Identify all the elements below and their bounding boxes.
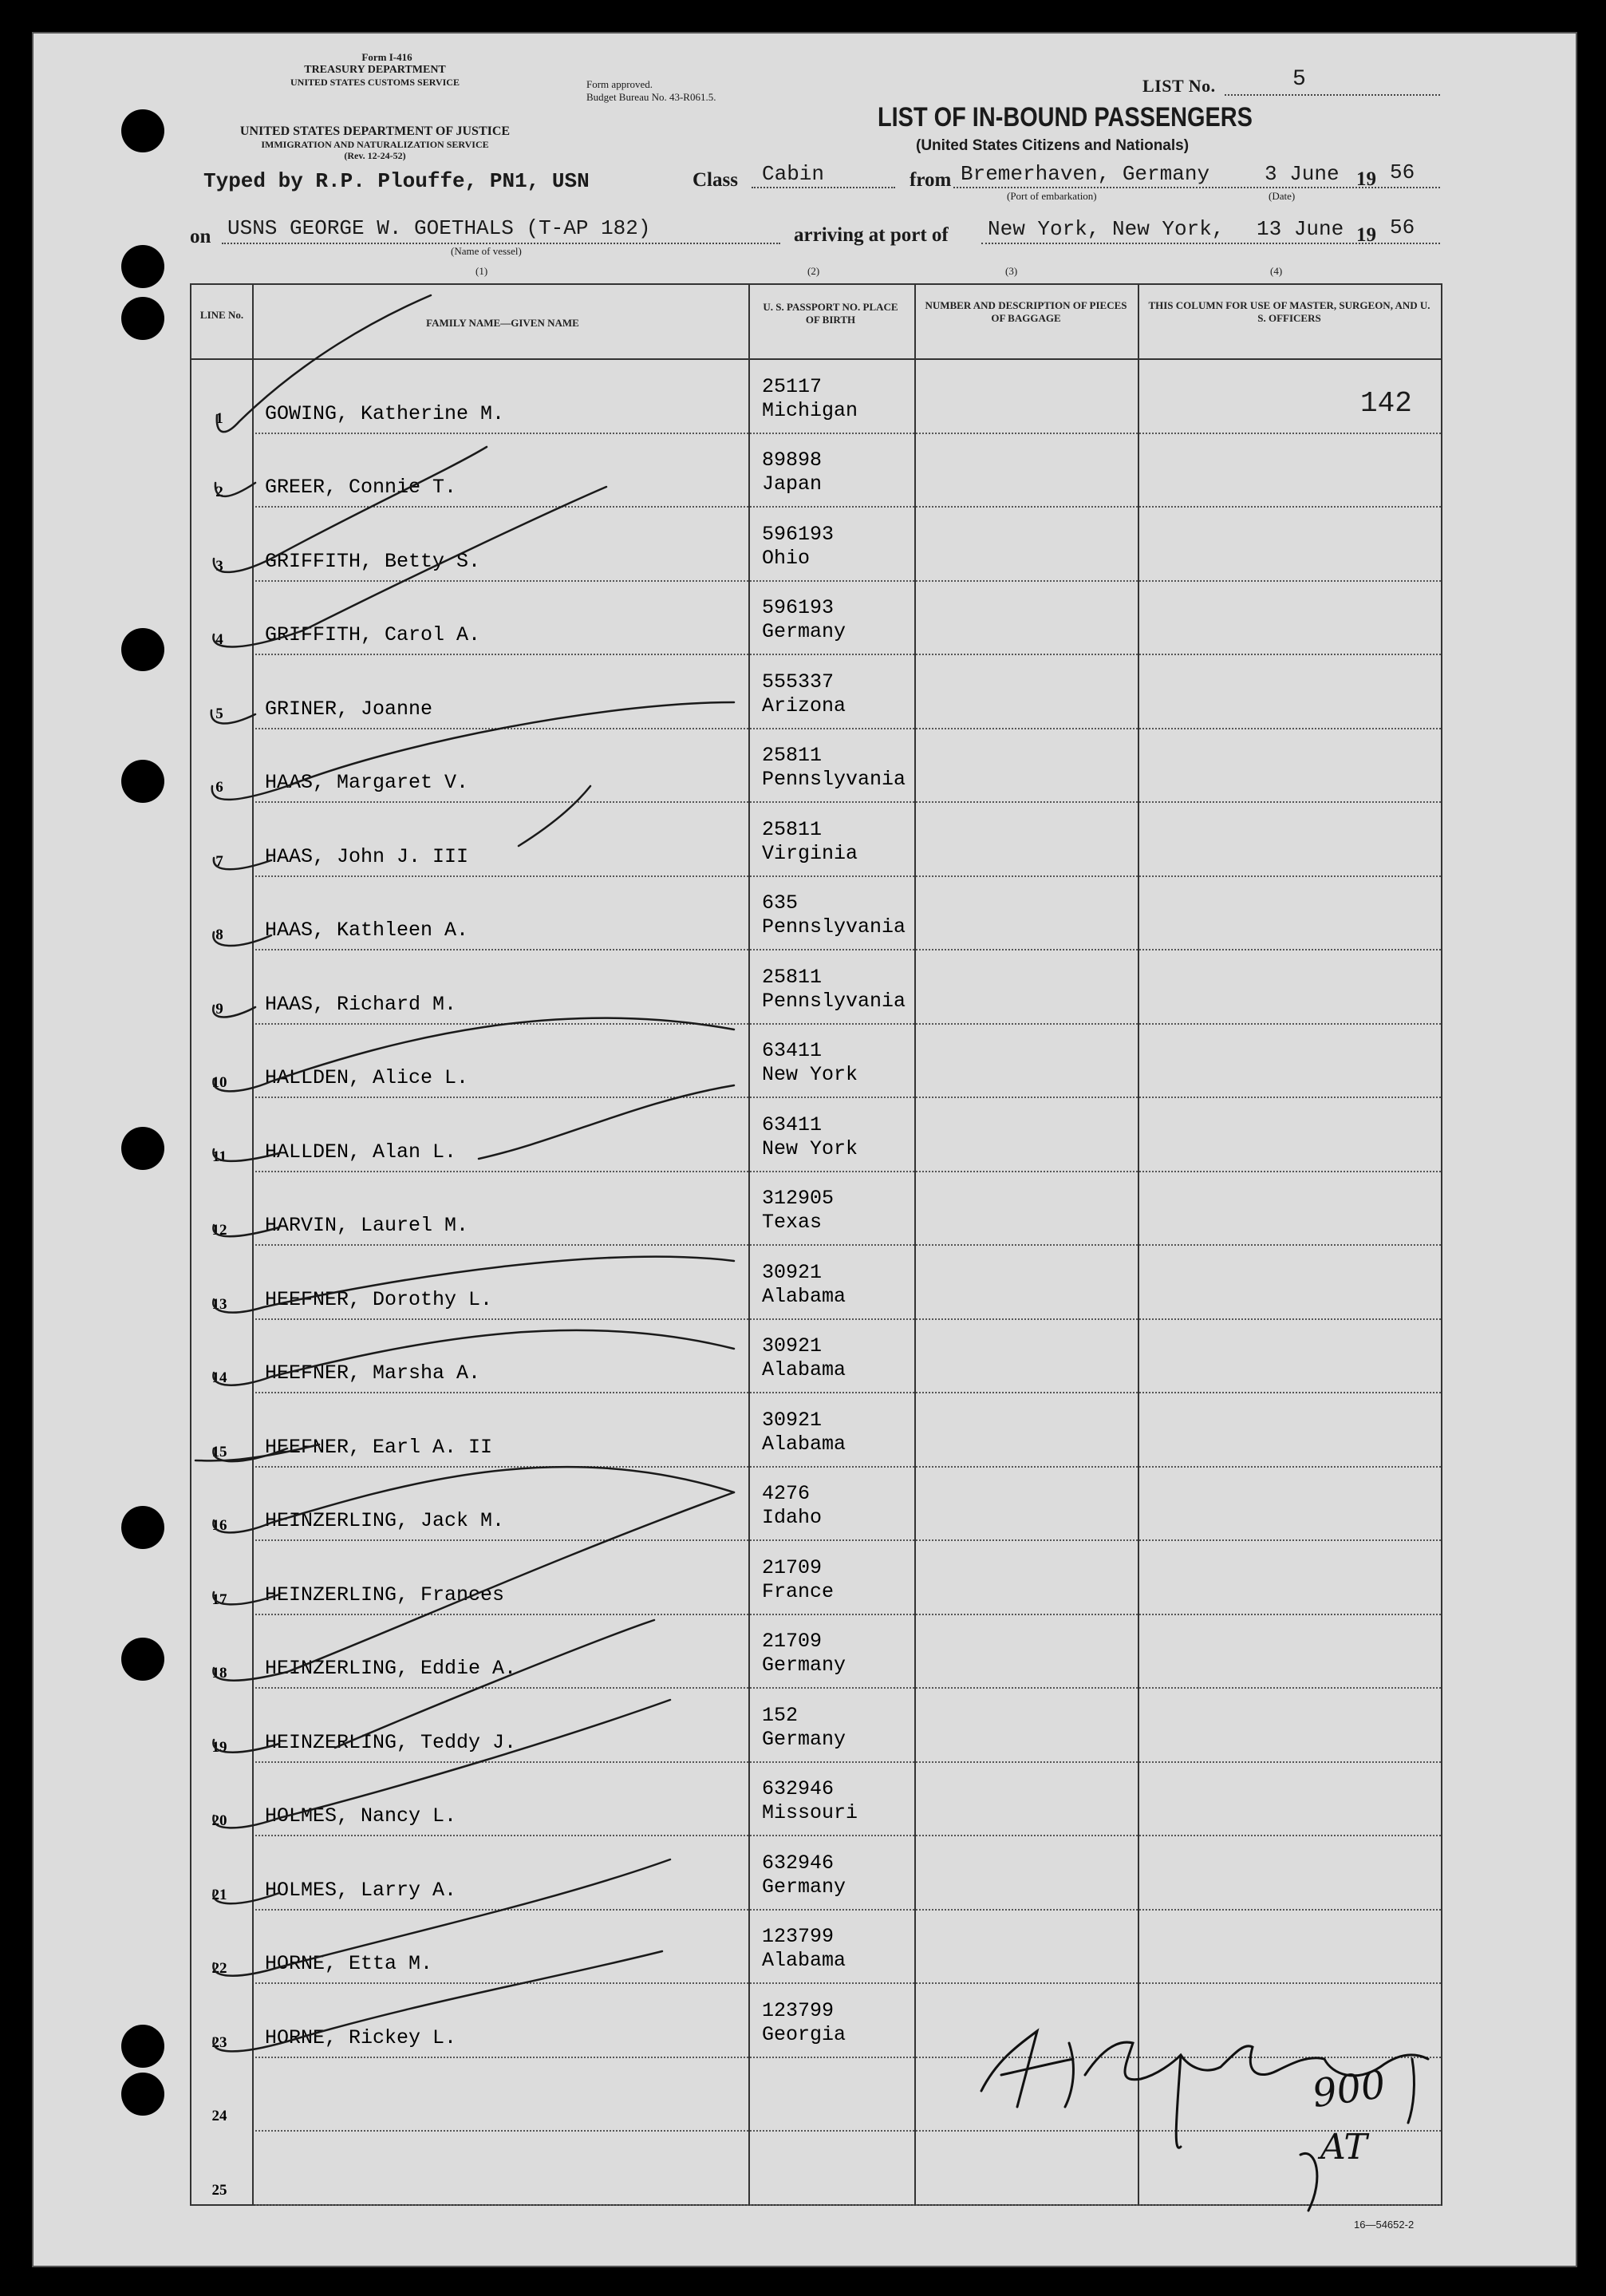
passenger-name: HAAS, Margaret V. (265, 771, 469, 794)
punch-hole (121, 1127, 164, 1170)
table-row (191, 2057, 1441, 2131)
column-header-name: FAMILY NAME—GIVEN NAME (426, 317, 579, 329)
line-number: 3 (215, 557, 223, 575)
date-caption: (Date) (1269, 190, 1296, 202)
line-number: 10 (211, 1074, 227, 1091)
table-row (191, 580, 1441, 654)
passport-cell (762, 1261, 846, 1309)
table-row (191, 801, 1441, 875)
form-approved: Form approved. (586, 78, 653, 90)
line-number: 13 (211, 1295, 227, 1313)
form-number: Form I-416 (361, 51, 412, 63)
table-row (191, 949, 1441, 1023)
table-row (191, 1614, 1441, 1688)
embarkation-year-prefix: 19 (1356, 168, 1376, 190)
passport-cell (762, 1999, 846, 2047)
place-of-birth: Germany (762, 1727, 846, 1751)
place-of-birth: Alabama (762, 1432, 846, 1456)
passport-cell (762, 1409, 846, 1456)
passenger-name: GRINER, Joanne (265, 697, 433, 721)
passenger-name: HOLMES, Larry A. (265, 1878, 457, 1902)
passenger-name: HEINZERLING, Jack M. (265, 1509, 505, 1532)
table-row (191, 506, 1441, 580)
table-row (191, 1539, 1441, 1614)
passenger-name: HALLDEN, Alice L. (265, 1066, 469, 1089)
page-title: LIST OF IN-BOUND PASSENGERS (878, 102, 1253, 132)
line-number: 21 (211, 1886, 227, 1903)
class-value: Cabin (762, 162, 825, 186)
table-row (191, 1392, 1441, 1466)
punch-hole (121, 2025, 164, 2068)
customs-service: UNITED STATES CUSTOMS SERVICE (290, 77, 460, 88)
table-row (191, 358, 1441, 433)
table-row (191, 433, 1441, 507)
column-header-line: LINE No. (199, 309, 244, 321)
arriving-label: arriving at port of (794, 224, 949, 246)
line-number: 1 (215, 409, 223, 427)
passport-number: 21709 (762, 1630, 823, 1653)
passenger-name: HEEFNER, Earl A. II (265, 1435, 493, 1459)
passenger-name: HEEFNER, Dorothy L. (265, 1287, 493, 1311)
revision-date: (Rev. 12-24-52) (344, 150, 406, 161)
place-of-birth: Missouri (762, 1801, 858, 1824)
passenger-name: HAAS, Kathleen A. (265, 919, 469, 942)
passenger-name: HORNE, Rickey L. (265, 2025, 457, 2049)
passport-number: 21709 (762, 1555, 823, 1579)
column-number-3: (3) (1005, 265, 1018, 277)
table-row (191, 1835, 1441, 1909)
arrival-year: 56 (1390, 215, 1415, 239)
passport-cell (762, 966, 906, 1014)
passport-cell (762, 1187, 834, 1235)
passport-cell (762, 1039, 858, 1087)
line-number: 5 (215, 705, 223, 722)
passport-cell (762, 449, 822, 496)
passport-cell (762, 1556, 834, 1604)
passenger-name: HAAS, John J. III (265, 844, 469, 868)
punch-hole (121, 1506, 164, 1549)
table-row (191, 1761, 1441, 1836)
line-number: 25 (211, 2181, 227, 2199)
passenger-name: HEINZERLING, Eddie A. (265, 1657, 517, 1680)
table-row (191, 1982, 1441, 2057)
passport-number: 123799 (762, 1998, 835, 2022)
table-row (191, 1687, 1441, 1761)
passport-cell (762, 891, 906, 939)
typed-by: Typed by R.P. Plouffe, PN1, USN (203, 169, 590, 193)
line-number: 4 (215, 631, 223, 648)
arrival-port: New York, New York, (988, 217, 1225, 241)
table-row (191, 875, 1441, 950)
passport-cell (762, 818, 858, 866)
passport-number: 89898 (762, 449, 823, 472)
print-code: 16—54652-2 (1354, 2219, 1415, 2231)
place-of-birth: Alabama (762, 1358, 846, 1381)
port-embarkation-caption: (Port of embarkation) (1007, 190, 1097, 202)
passenger-name: HOLMES, Nancy L. (265, 1804, 457, 1828)
place-of-birth: Japan (762, 472, 823, 496)
column-number-2: (2) (807, 265, 820, 277)
column-header-passport: U. S. PASSPORT NO. PLACE OF BIRTH (763, 301, 898, 326)
line-number: 12 (211, 1222, 227, 1239)
table-row (191, 1909, 1441, 1983)
line-number: 23 (211, 2033, 227, 2051)
passport-number: 4276 (762, 1482, 811, 1505)
arrival-year-prefix: 19 (1356, 224, 1376, 246)
class-label: Class (693, 169, 738, 191)
handwritten-initials: AT (1320, 2127, 1367, 2168)
passenger-name: GREER, Connie T. (265, 476, 457, 499)
port-of-embarkation: Bremerhaven, Germany (961, 162, 1210, 186)
vessel-name: USNS GEORGE W. GOETHALS (T-AP 182) (227, 216, 651, 240)
punch-hole (121, 1638, 164, 1681)
passport-number: 25811 (762, 744, 823, 767)
passenger-count-annotation: 142 (1360, 387, 1412, 420)
column-header-officers: THIS COLUMN FOR USE OF MASTER, SURGEON, AND U. S. OFFICERS (1148, 299, 1430, 324)
page-subtitle: (United States Citizens and Nationals) (916, 137, 1190, 154)
line-number: 14 (211, 1369, 227, 1386)
table-row (191, 654, 1441, 728)
passport-number: 30921 (762, 1408, 823, 1432)
passport-number: 25117 (762, 374, 823, 398)
department-of-justice: UNITED STATES DEPARTMENT OF JUSTICE (239, 124, 511, 138)
budget-bureau: Budget Bureau No. 43-R061.5. (586, 91, 716, 103)
table-row (191, 1244, 1441, 1318)
place-of-birth: Germany (762, 1654, 846, 1677)
place-of-birth: Pennslyvania (762, 915, 906, 939)
passenger-name: HEINZERLING, Teddy J. (265, 1730, 517, 1754)
passport-number: 312905 (762, 1187, 835, 1210)
place-of-birth: Georgia (762, 2022, 846, 2046)
place-of-birth: Germany (762, 1875, 846, 1899)
place-of-birth: New York (762, 1063, 858, 1086)
line-number: 19 (211, 1738, 227, 1756)
table-row (191, 2130, 1441, 2204)
place-of-birth: Alabama (762, 1949, 846, 1972)
place-of-birth: Pennslyvania (762, 989, 906, 1013)
arrival-date: 13 June (1257, 217, 1344, 241)
passport-number: 555337 (762, 670, 835, 694)
line-number: 24 (211, 2108, 227, 2124)
line-number: 17 (211, 1591, 227, 1608)
line-number: 2 (215, 484, 223, 500)
line-number: 18 (211, 1665, 227, 1681)
from-label: from (910, 169, 952, 191)
passport-cell (762, 1925, 846, 1973)
line-number: 6 (215, 779, 223, 796)
table-row (191, 1097, 1441, 1171)
column-number-4: (4) (1270, 265, 1283, 277)
line-number: 15 (211, 1443, 227, 1460)
punch-hole (121, 2073, 164, 2116)
place-of-birth: Pennslyvania (762, 768, 906, 791)
passport-number: 123799 (762, 1925, 835, 1948)
punch-hole (121, 628, 164, 671)
passport-cell (762, 1851, 846, 1899)
passport-number: 152 (762, 1703, 799, 1727)
line-number: 11 (212, 1148, 227, 1165)
column-header-baggage: NUMBER AND DESCRIPTION OF PIECES OF BAGGAGE (925, 299, 1127, 324)
treasury-department: TREASURY DEPARTMENT (304, 64, 446, 76)
passport-number: 596193 (762, 596, 835, 619)
place-of-birth: Alabama (762, 1284, 846, 1308)
place-of-birth: France (762, 1579, 835, 1603)
passport-number: 632946 (762, 1851, 835, 1875)
passenger-name: HORNE, Etta M. (265, 1952, 433, 1975)
column-number-1: (1) (475, 265, 488, 277)
passport-number: 30921 (762, 1260, 823, 1284)
immigration-service: IMMIGRATION AND NATURALIZATION SERVICE (261, 139, 489, 150)
passport-cell (762, 375, 858, 423)
passenger-name: GRIFFITH, Betty S. (265, 549, 481, 573)
passenger-name: HEEFNER, Marsha A. (265, 1361, 481, 1385)
place-of-birth: Virginia (762, 841, 858, 865)
punch-hole (121, 760, 164, 803)
passport-number: 632946 (762, 1777, 835, 1800)
passport-number: 25811 (762, 817, 823, 841)
line-number: 22 (211, 1960, 227, 1977)
passport-cell (762, 1704, 846, 1752)
list-number: 5 (1292, 67, 1306, 92)
passport-number: 635 (762, 891, 799, 915)
punch-hole (121, 109, 164, 152)
table-row (191, 1466, 1441, 1540)
place-of-birth: Arizona (762, 694, 846, 717)
place-of-birth: Texas (762, 1211, 823, 1234)
passenger-name: GOWING, Katherine M. (265, 401, 505, 425)
passport-cell (762, 596, 846, 644)
line-number: 8 (215, 927, 223, 943)
passport-number: 30921 (762, 1334, 823, 1357)
passenger-name: GRIFFITH, Carol A. (265, 623, 481, 646)
passenger-name: HAAS, Richard M. (265, 992, 457, 1016)
line-number: 9 (215, 1000, 223, 1018)
list-number-label: LIST No. (1142, 76, 1216, 96)
place-of-birth: Michigan (762, 398, 858, 422)
passport-cell (762, 1482, 822, 1530)
place-of-birth: Ohio (762, 546, 811, 570)
place-of-birth: New York (762, 1136, 858, 1160)
table-row (191, 728, 1441, 802)
passport-cell (762, 1334, 846, 1382)
passenger-name: HEINZERLING, Frances (265, 1583, 505, 1606)
embarkation-year: 56 (1390, 160, 1415, 184)
punch-hole (121, 297, 164, 340)
passport-cell (762, 523, 834, 571)
passport-number: 596193 (762, 522, 835, 546)
passport-number: 63411 (762, 1039, 823, 1062)
passport-cell (762, 1777, 858, 1825)
passenger-table (190, 283, 1442, 2206)
line-number: 20 (211, 1812, 227, 1829)
handwritten-note: 900 (1309, 2061, 1389, 2117)
row-divider (255, 2204, 1441, 2206)
table-row (191, 1023, 1441, 1097)
passenger-name: HARVIN, Laurel M. (265, 1214, 469, 1237)
on-label: on (190, 226, 211, 247)
passport-cell (762, 1113, 858, 1161)
place-of-birth: Idaho (762, 1506, 823, 1529)
line-number: 16 (211, 1517, 227, 1534)
table-row (191, 1318, 1441, 1393)
passport-cell (762, 670, 846, 718)
punch-hole (121, 245, 164, 288)
passport-cell (762, 1630, 846, 1678)
table-row (191, 1171, 1441, 1245)
embarkation-date: 3 June (1265, 162, 1340, 186)
line-number: 7 (215, 852, 223, 870)
vessel-caption: (Name of vessel) (451, 245, 522, 257)
place-of-birth: Germany (762, 620, 846, 643)
passenger-name: HALLDEN, Alan L. (265, 1140, 457, 1164)
passport-cell (762, 744, 906, 792)
passport-number: 25811 (762, 965, 823, 989)
passport-number: 63411 (762, 1112, 823, 1136)
